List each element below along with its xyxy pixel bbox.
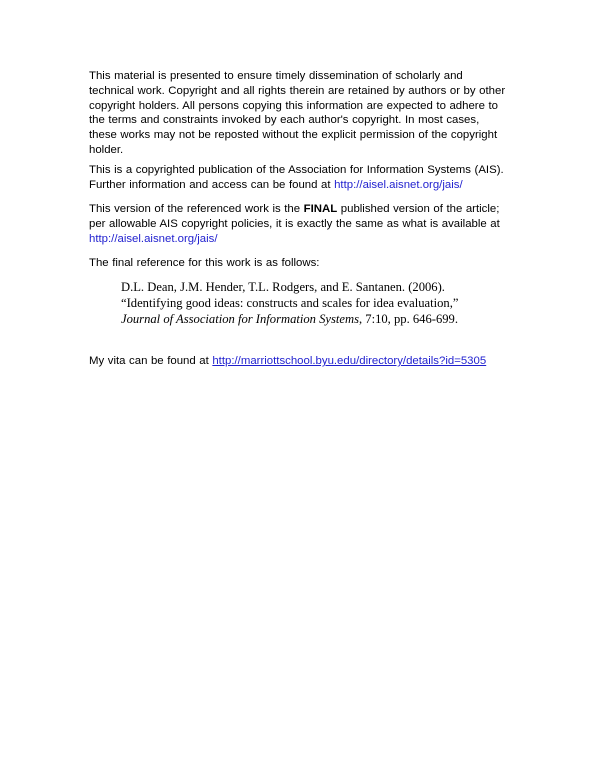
vita-link[interactable]: http://marriottschool.byu.edu/directory/details?id=5305 [212,355,487,367]
version-suffix-text: published version of the article; per allowable AIS copyright policies, it is exactly the same as what is available at [89,203,500,230]
publication-text: This is a copyrighted publication of the Association for Information Systems (AIS). Further information and access can be found at [89,164,504,191]
copyright-notice-text: This material is presented to ensure timely dissemination of scholarly and technical work. Copyright and all rights therein are retained by authors or by other copyright holders. All persons copying this information are expected to adhere to the terms and constraints invoked by each author's copyright. In most cases, these works may not be reposted without the explicit permission of the copyright holder. [89,70,506,156]
publication-link[interactable]: http://aisel.aisnet.org/jais/ [334,178,463,191]
citation-journal: Journal of Association for Information Systems [121,312,359,327]
citation-journal-line [121,311,531,327]
citation-authors-year: D.L. Dean, J.M. Hender, T.L. Rodgers, and E. Santanen. (2006). [121,280,445,294]
final-reference-intro [89,256,519,271]
version-final-label: FINAL [303,203,338,215]
copyright-notice-paragraph [89,69,509,158]
vita-prefix-text: My vita can be found at [89,355,213,367]
version-paragraph [89,202,519,246]
vita-paragraph [89,354,529,369]
version-prefix-text: This version of the referenced work is the [89,203,304,215]
final-reference-intro-text: The final reference for this work is as follows: [89,257,320,269]
publication-paragraph [89,163,529,193]
citation-volume-pages: , 7:10, pp. 646-699. [359,312,458,327]
version-link[interactable]: http://aisel.aisnet.org/jais/ [89,232,218,245]
citation-title: “Identifying good ideas: constructs and scales for idea evaluation,” [121,296,459,311]
citation-block [121,279,531,328]
